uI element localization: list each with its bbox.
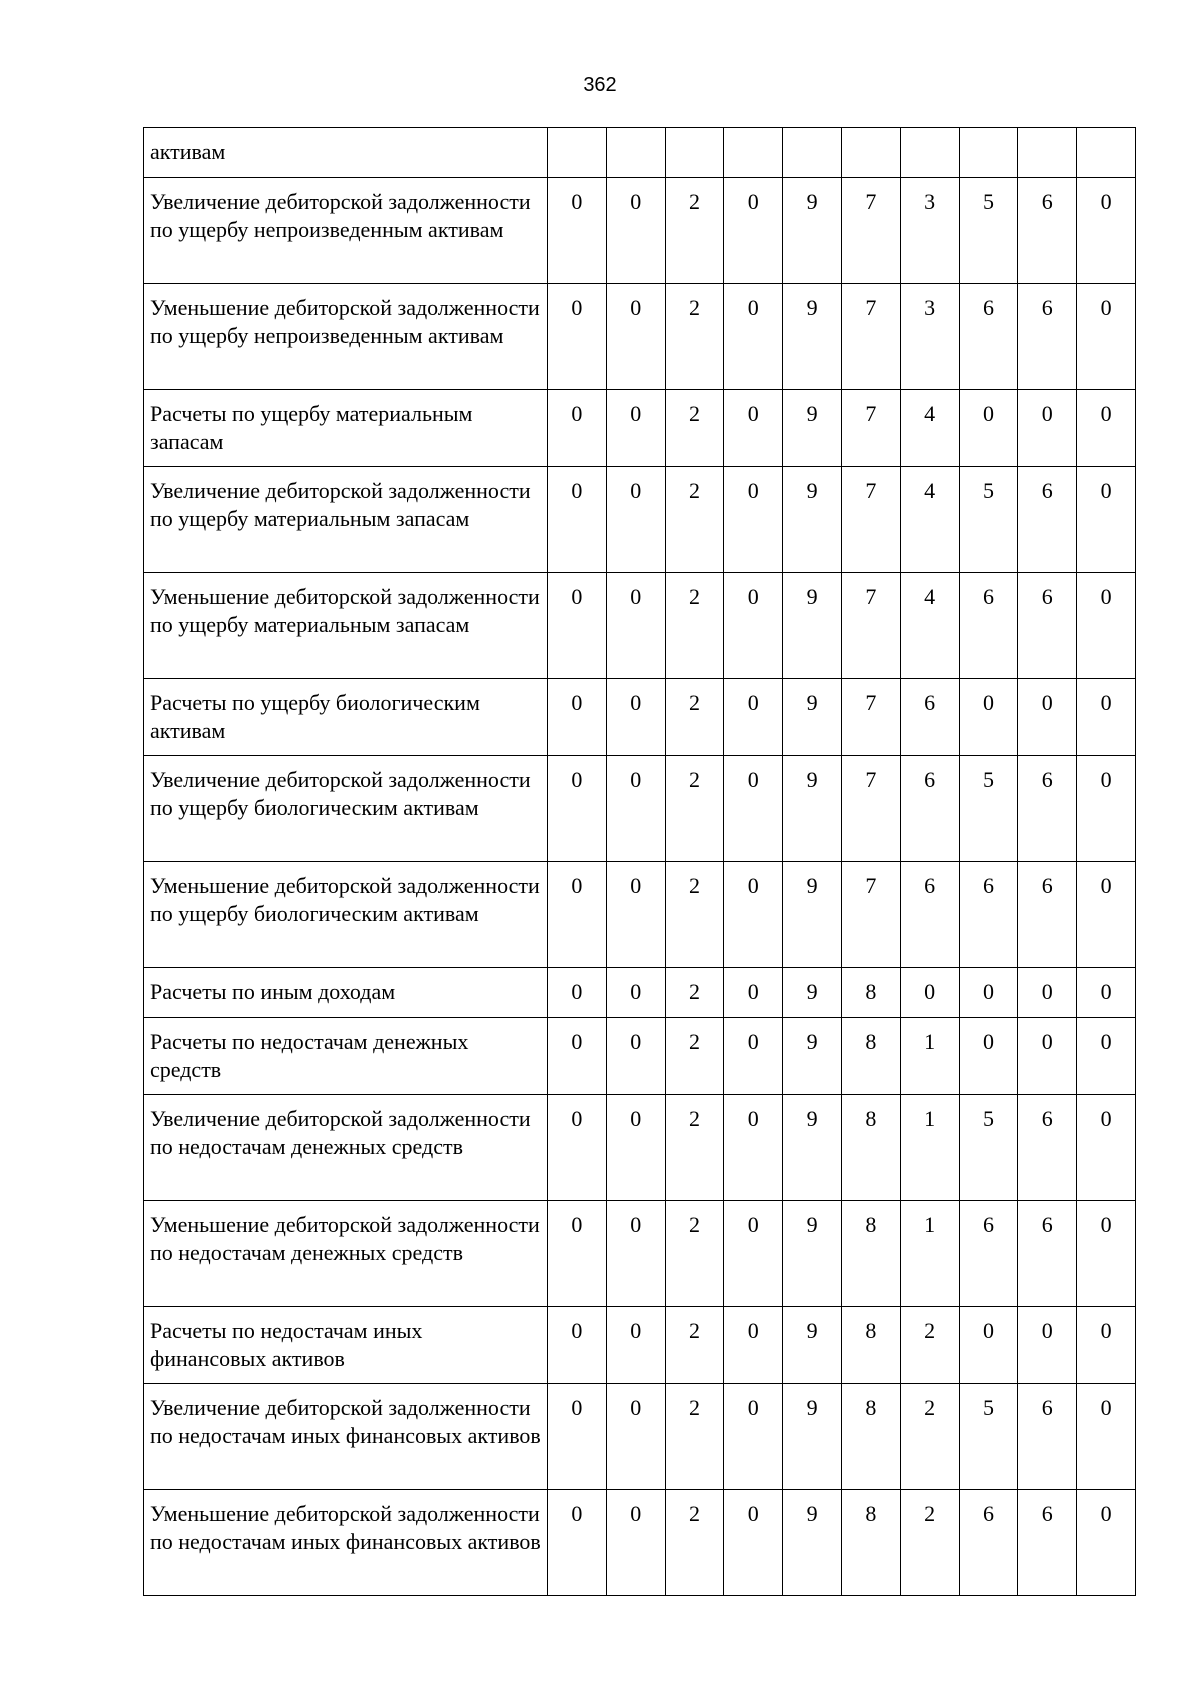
table-row — [144, 1307, 1136, 1384]
code-digit-cell: 0 — [606, 284, 665, 390]
code-digit-cell: 6 — [1018, 1490, 1077, 1596]
code-digit-cell — [606, 128, 665, 178]
code-digit-cell: 6 — [959, 1490, 1018, 1596]
code-digit-cell: 9 — [783, 178, 842, 284]
code-digit-cell: 0 — [959, 679, 1018, 756]
code-digit-cell: 0 — [606, 1095, 665, 1201]
code-digit-cell: 2 — [665, 573, 724, 679]
code-digit-cell: 2 — [665, 1307, 724, 1384]
code-digit-cell: 6 — [900, 679, 959, 756]
code-digit-cell: 9 — [783, 1307, 842, 1384]
code-digit-cell: 1 — [900, 1095, 959, 1201]
code-digit-cell: 0 — [1018, 679, 1077, 756]
code-digit-cell — [724, 128, 783, 178]
code-digit-cell: 7 — [841, 467, 900, 573]
code-digit-cell: 3 — [900, 284, 959, 390]
code-digit-cell: 0 — [1077, 862, 1136, 968]
code-digit-cell: 0 — [724, 284, 783, 390]
table-row — [144, 1018, 1136, 1095]
code-digit-cell: 0 — [1077, 1384, 1136, 1490]
code-digit-cell: 0 — [548, 1201, 607, 1307]
code-digit-cell: 5 — [959, 1095, 1018, 1201]
code-digit-cell: 2 — [665, 284, 724, 390]
table-row — [144, 573, 1136, 679]
code-digit-cell: 0 — [548, 284, 607, 390]
code-digit-cell: 6 — [1018, 1201, 1077, 1307]
code-digit-cell — [548, 128, 607, 178]
code-digit-cell: 0 — [724, 1201, 783, 1307]
code-digit-cell: 2 — [665, 178, 724, 284]
code-digit-cell: 2 — [665, 390, 724, 467]
code-digit-cell: 2 — [665, 679, 724, 756]
code-digit-cell: 8 — [841, 1307, 900, 1384]
code-digit-cell: 6 — [959, 573, 1018, 679]
account-name-cell: Уменьшение дебиторской задолженности по недостачам иных финансовых активов — [144, 1490, 548, 1596]
code-digit-cell: 3 — [900, 178, 959, 284]
code-digit-cell: 9 — [783, 573, 842, 679]
code-digit-cell: 0 — [724, 1095, 783, 1201]
table-row — [144, 284, 1136, 390]
code-digit-cell: 0 — [1077, 1018, 1136, 1095]
code-digit-cell: 0 — [548, 390, 607, 467]
code-digit-cell: 0 — [548, 862, 607, 968]
code-digit-cell: 9 — [783, 1201, 842, 1307]
table-row — [144, 128, 1136, 178]
code-digit-cell: 9 — [783, 284, 842, 390]
code-digit-cell: 7 — [841, 573, 900, 679]
code-digit-cell: 8 — [841, 1018, 900, 1095]
code-digit-cell: 6 — [959, 1201, 1018, 1307]
accounts-table — [143, 127, 1136, 1596]
code-digit-cell: 0 — [548, 1095, 607, 1201]
table-row — [144, 1201, 1136, 1307]
account-name-cell: Уменьшение дебиторской задолженности по ущербу биологическим активам — [144, 862, 548, 968]
code-digit-cell: 0 — [1077, 284, 1136, 390]
code-digit-cell: 2 — [665, 1384, 724, 1490]
code-digit-cell: 0 — [548, 1307, 607, 1384]
code-digit-cell: 0 — [1018, 390, 1077, 467]
code-digit-cell: 0 — [1018, 1307, 1077, 1384]
code-digit-cell: 0 — [548, 756, 607, 862]
code-digit-cell: 9 — [783, 679, 842, 756]
account-name-cell: Увеличение дебиторской задолженности по ущербу биологическим активам — [144, 756, 548, 862]
account-name-cell: Расчеты по иным доходам — [144, 968, 548, 1018]
code-digit-cell: 7 — [841, 679, 900, 756]
code-digit-cell: 6 — [1018, 756, 1077, 862]
code-digit-cell — [841, 128, 900, 178]
code-digit-cell: 0 — [548, 573, 607, 679]
code-digit-cell: 0 — [548, 1490, 607, 1596]
code-digit-cell: 0 — [606, 467, 665, 573]
code-digit-cell: 6 — [1018, 178, 1077, 284]
code-digit-cell: 0 — [724, 467, 783, 573]
code-digit-cell: 9 — [783, 467, 842, 573]
code-digit-cell: 8 — [841, 1490, 900, 1596]
code-digit-cell: 7 — [841, 390, 900, 467]
code-digit-cell: 0 — [724, 679, 783, 756]
code-digit-cell: 2 — [900, 1490, 959, 1596]
table-row — [144, 756, 1136, 862]
account-name-cell: Уменьшение дебиторской задолженности по недостачам денежных средств — [144, 1201, 548, 1307]
code-digit-cell: 0 — [548, 679, 607, 756]
code-digit-cell: 6 — [900, 862, 959, 968]
code-digit-cell: 0 — [1018, 1018, 1077, 1095]
code-digit-cell — [959, 128, 1018, 178]
code-digit-cell — [665, 128, 724, 178]
code-digit-cell — [900, 128, 959, 178]
table-row — [144, 968, 1136, 1018]
table-row — [144, 178, 1136, 284]
table-row — [144, 1490, 1136, 1596]
code-digit-cell: 0 — [1077, 679, 1136, 756]
code-digit-cell: 0 — [724, 1490, 783, 1596]
code-digit-cell: 2 — [665, 467, 724, 573]
table-row — [144, 679, 1136, 756]
code-digit-cell: 1 — [900, 1201, 959, 1307]
code-digit-cell: 0 — [606, 1201, 665, 1307]
code-digit-cell: 0 — [606, 178, 665, 284]
table-body — [144, 128, 1136, 1596]
code-digit-cell — [1077, 128, 1136, 178]
code-digit-cell: 0 — [606, 968, 665, 1018]
account-name-cell: активам — [144, 128, 548, 178]
code-digit-cell: 6 — [1018, 573, 1077, 679]
code-digit-cell — [783, 128, 842, 178]
code-digit-cell: 6 — [900, 756, 959, 862]
code-digit-cell: 2 — [665, 756, 724, 862]
code-digit-cell: 8 — [841, 968, 900, 1018]
code-digit-cell: 9 — [783, 1490, 842, 1596]
account-name-cell: Расчеты по недостачам иных финансовых активов — [144, 1307, 548, 1384]
code-digit-cell: 0 — [548, 467, 607, 573]
account-name-cell: Расчеты по ущербу биологическим активам — [144, 679, 548, 756]
code-digit-cell: 0 — [606, 390, 665, 467]
code-digit-cell: 0 — [606, 756, 665, 862]
table-row — [144, 862, 1136, 968]
code-digit-cell: 6 — [1018, 1095, 1077, 1201]
code-digit-cell: 8 — [841, 1384, 900, 1490]
code-digit-cell: 0 — [606, 1307, 665, 1384]
account-name-cell: Увеличение дебиторской задолженности по недостачам иных финансовых активов — [144, 1384, 548, 1490]
code-digit-cell: 9 — [783, 862, 842, 968]
code-digit-cell: 7 — [841, 862, 900, 968]
code-digit-cell: 0 — [606, 1018, 665, 1095]
code-digit-cell: 9 — [783, 968, 842, 1018]
code-digit-cell: 0 — [1018, 968, 1077, 1018]
code-digit-cell: 0 — [548, 1384, 607, 1490]
code-digit-cell: 0 — [724, 1384, 783, 1490]
code-digit-cell: 0 — [959, 1018, 1018, 1095]
code-digit-cell: 0 — [606, 1490, 665, 1596]
code-digit-cell: 0 — [959, 968, 1018, 1018]
code-digit-cell: 5 — [959, 467, 1018, 573]
code-digit-cell: 5 — [959, 178, 1018, 284]
code-digit-cell: 9 — [783, 390, 842, 467]
code-digit-cell: 0 — [1077, 968, 1136, 1018]
account-name-cell: Увеличение дебиторской задолженности по ущербу материальным запасам — [144, 467, 548, 573]
code-digit-cell: 0 — [548, 968, 607, 1018]
table-row — [144, 390, 1136, 467]
code-digit-cell: 2 — [665, 1018, 724, 1095]
code-digit-cell: 2 — [665, 1095, 724, 1201]
code-digit-cell: 0 — [1077, 178, 1136, 284]
code-digit-cell: 1 — [900, 1018, 959, 1095]
page-number: 362 — [583, 74, 617, 96]
code-digit-cell: 0 — [724, 390, 783, 467]
account-name-cell: Расчеты по недостачам денежных средств — [144, 1018, 548, 1095]
code-digit-cell: 0 — [724, 968, 783, 1018]
code-digit-cell: 9 — [783, 1384, 842, 1490]
code-digit-cell: 0 — [724, 573, 783, 679]
account-name-cell: Уменьшение дебиторской задолженности по ущербу непроизведенным активам — [144, 284, 548, 390]
account-name-cell: Увеличение дебиторской задолженности по недостачам денежных средств — [144, 1095, 548, 1201]
code-digit-cell: 6 — [959, 862, 1018, 968]
code-digit-cell: 0 — [548, 178, 607, 284]
code-digit-cell: 0 — [959, 390, 1018, 467]
code-digit-cell: 4 — [900, 467, 959, 573]
code-digit-cell: 0 — [1077, 573, 1136, 679]
code-digit-cell: 7 — [841, 756, 900, 862]
code-digit-cell: 6 — [1018, 1384, 1077, 1490]
code-digit-cell: 9 — [783, 1018, 842, 1095]
code-digit-cell: 2 — [665, 1490, 724, 1596]
code-digit-cell: 0 — [724, 1018, 783, 1095]
code-digit-cell: 0 — [606, 1384, 665, 1490]
code-digit-cell: 0 — [606, 573, 665, 679]
code-digit-cell — [1018, 128, 1077, 178]
code-digit-cell: 0 — [1077, 756, 1136, 862]
code-digit-cell: 9 — [783, 756, 842, 862]
code-digit-cell: 6 — [1018, 862, 1077, 968]
code-digit-cell: 0 — [724, 756, 783, 862]
code-digit-cell: 8 — [841, 1095, 900, 1201]
code-digit-cell: 2 — [665, 1201, 724, 1307]
code-digit-cell: 5 — [959, 1384, 1018, 1490]
code-digit-cell: 0 — [724, 862, 783, 968]
code-digit-cell: 0 — [959, 1307, 1018, 1384]
account-name-cell: Увеличение дебиторской задолженности по ущербу непроизведенным активам — [144, 178, 548, 284]
code-digit-cell: 0 — [606, 862, 665, 968]
code-digit-cell: 5 — [959, 756, 1018, 862]
code-digit-cell: 2 — [665, 862, 724, 968]
account-name-cell: Уменьшение дебиторской задолженности по ущербу материальным запасам — [144, 573, 548, 679]
code-digit-cell: 2 — [900, 1307, 959, 1384]
code-digit-cell: 6 — [959, 284, 1018, 390]
code-digit-cell: 0 — [606, 679, 665, 756]
code-digit-cell: 0 — [900, 968, 959, 1018]
table-row — [144, 467, 1136, 573]
table-row — [144, 1384, 1136, 1490]
code-digit-cell: 8 — [841, 1201, 900, 1307]
code-digit-cell: 9 — [783, 1095, 842, 1201]
code-digit-cell: 4 — [900, 390, 959, 467]
code-digit-cell: 7 — [841, 178, 900, 284]
code-digit-cell: 4 — [900, 573, 959, 679]
code-digit-cell: 0 — [724, 178, 783, 284]
code-digit-cell: 0 — [724, 1307, 783, 1384]
code-digit-cell: 6 — [1018, 467, 1077, 573]
code-digit-cell: 2 — [900, 1384, 959, 1490]
code-digit-cell: 0 — [1077, 1201, 1136, 1307]
account-name-cell: Расчеты по ущербу материальным запасам — [144, 390, 548, 467]
code-digit-cell: 0 — [1077, 467, 1136, 573]
code-digit-cell: 6 — [1018, 284, 1077, 390]
code-digit-cell: 7 — [841, 284, 900, 390]
table-row — [144, 1095, 1136, 1201]
code-digit-cell: 0 — [548, 1018, 607, 1095]
code-digit-cell: 0 — [1077, 1095, 1136, 1201]
code-digit-cell: 0 — [1077, 390, 1136, 467]
code-digit-cell: 0 — [1077, 1307, 1136, 1384]
code-digit-cell: 0 — [1077, 1490, 1136, 1596]
code-digit-cell: 2 — [665, 968, 724, 1018]
